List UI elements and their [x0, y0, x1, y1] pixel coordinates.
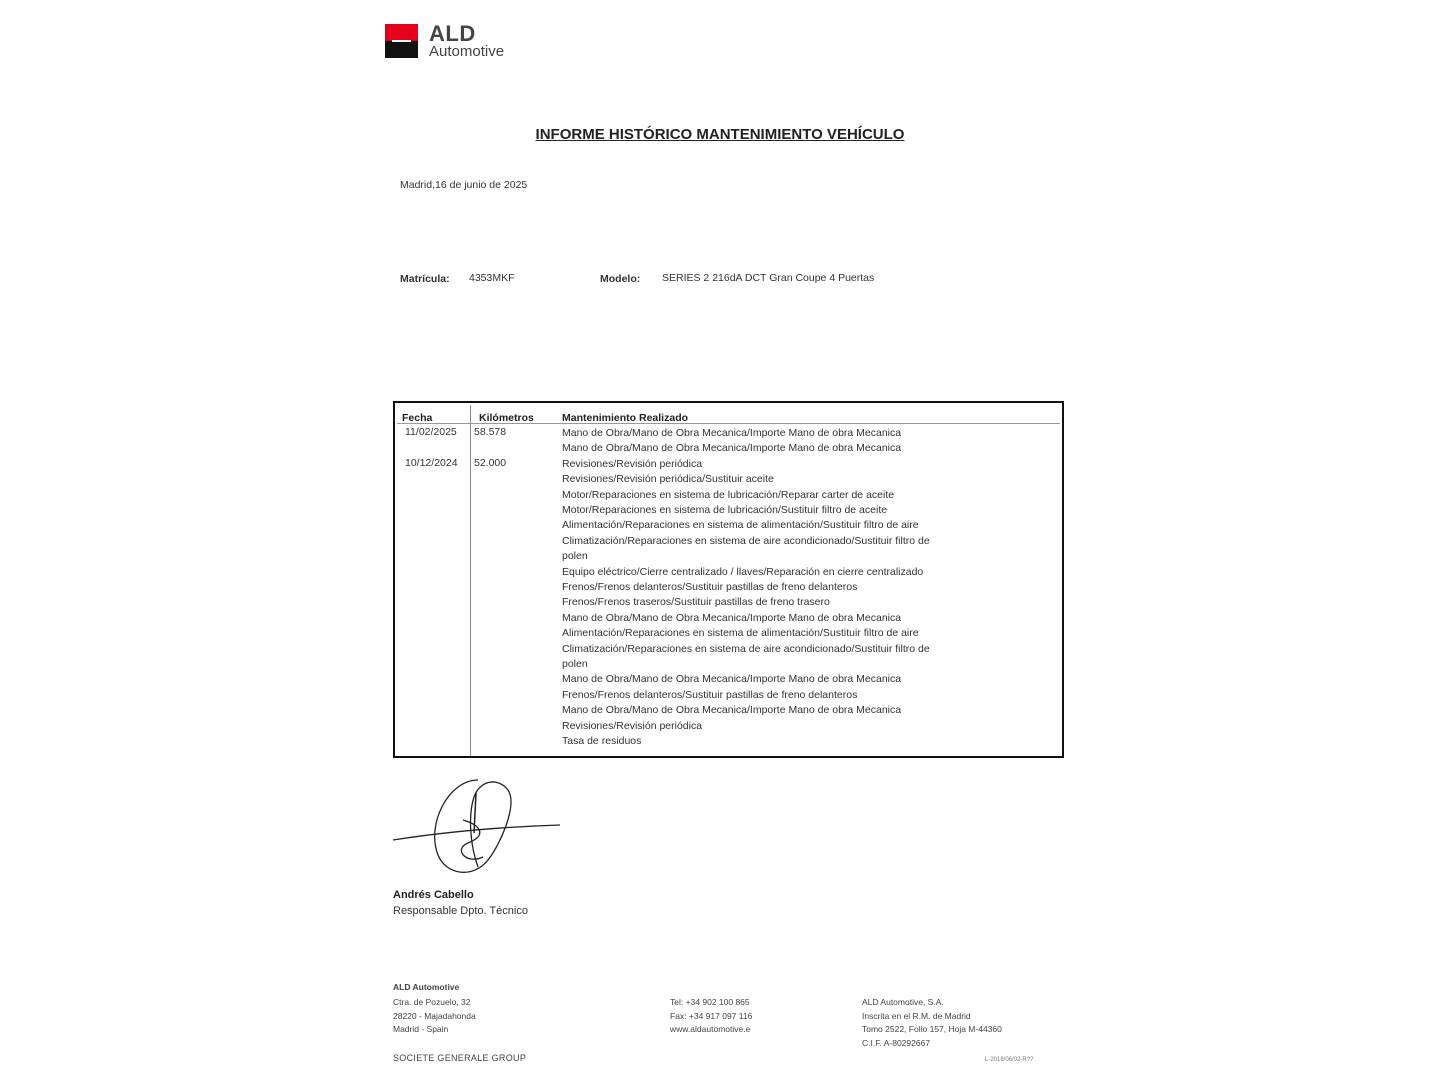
signer-name: Andrés Cabello — [393, 889, 474, 901]
maintenance-line: Frenos/Frenos delanteros/Sustituir pastillas de freno delanteros — [562, 581, 858, 593]
signer-role: Responsable Dpto. Técnico — [393, 905, 528, 917]
document-title: INFORME HISTÓRICO MANTENIMIENTO VEHÍCULO — [535, 126, 905, 143]
maintenance-line: Revisiones/Revisión periódica/Sustituir aceite — [562, 473, 774, 486]
footer-legal-line: C.I.F. A-80292667 — [862, 1037, 931, 1048]
maintenance-line: Mano de Obra/Mano de Obra Mecanica/Importe Mano de obra Mecanica — [562, 611, 902, 624]
maintenance-line: Alimentación/Reparaciones en sistema de alimentación/Sustituir filtro de aire — [562, 627, 919, 640]
maintenance-line: Mano de Obra/Mano de Obra Mecanica/Importe Mano de obra Mecanica — [562, 704, 902, 717]
logo-subtext: Automotive — [429, 43, 505, 60]
footer-company: ALD Automotive — [393, 982, 460, 992]
maintenance-line: Motor/Reparaciones en sistema de lubricación/Reparar carter de aceite — [562, 488, 895, 501]
footer-legal-line: Tomo 2522, Folio 157, Hoja M-44360 — [862, 1024, 1002, 1034]
footer-legal-line: Inscrita en el R.M. de Madrid — [862, 1010, 971, 1021]
plate-label: Matrícula: — [400, 273, 450, 285]
header-kilometros: Kilómetros — [479, 412, 534, 424]
footer-address-line: 28220 - Majadahonda — [393, 1010, 476, 1021]
maintenance-line: Equipo eléctrico/Cierre centralizado / llaves/Reparación en cierre centralizado — [562, 565, 924, 578]
maintenance-line: Tasa de residuos — [562, 735, 642, 747]
logo-mark-icon — [385, 24, 418, 58]
model-value: SERIES 2 216dA DCT Gran Coupe 4 Puertas — [662, 272, 875, 284]
maintenance-line: Mano de Obra/Mano de Obra Mecanica/Importe Mano de obra Mecanica — [562, 427, 902, 439]
maintenance-line: Motor/Reparaciones en sistema de lubricación/Sustituir filtro de aceite — [562, 504, 888, 516]
maintenance-line: Climatización/Reparaciones en sistema de aire acondicionado/Sustituir filtro de — [562, 534, 930, 547]
header-mantenimiento: Mantenimiento Realizado — [562, 412, 689, 424]
maintenance-table — [393, 401, 1064, 758]
footer-reference: L-2018/06/02-R?? — [985, 1057, 1034, 1063]
footer-phone: Tel: +34 902 100 865 — [670, 997, 750, 1007]
entry-kilometros: 58.578 — [474, 426, 507, 438]
maintenance-line: Climatización/Reparaciones en sistema de aire acondicionado/Sustituir filtro de — [562, 642, 930, 655]
maintenance-line: Revisiones/Revisión periódica — [562, 719, 703, 732]
signature-image — [388, 775, 563, 885]
model-label: Modelo: — [600, 273, 641, 285]
footer-address-line: Ctra. de Pozuelo, 32 — [393, 997, 471, 1007]
logo-text: ALD — [429, 21, 476, 46]
maintenance-line: Revisiones/Revisión periódica — [562, 457, 703, 470]
footer-contact — [670, 996, 752, 1037]
footer-address-line: Madrid - Spain — [393, 1024, 449, 1034]
footer-fax: Fax: +34 917 097 116 — [670, 1010, 753, 1021]
maintenance-line: Frenos/Frenos delanteros/Sustituir pastillas de freno delanteros — [562, 688, 858, 701]
date-line: Madrid,16 de junio de 2025 — [400, 179, 528, 191]
footer-legal-line: ALD Automotive, S.A. — [862, 997, 944, 1007]
footer-website: www.aldautomotive.e — [670, 1024, 751, 1034]
header-fecha: Fecha — [402, 412, 433, 424]
footer-group: SOCIETE GENERALE GROUP — [393, 1053, 527, 1063]
maintenance-line: polen — [562, 550, 588, 563]
maintenance-line: polen — [562, 658, 588, 670]
plate-value: 4353MKF — [469, 272, 515, 284]
footer-legal — [862, 996, 1002, 1050]
entry-fecha: 11/02/2025 — [405, 426, 457, 438]
footer-address — [393, 996, 476, 1037]
maintenance-line: Alimentación/Reparaciones en sistema de alimentación/Sustituir filtro de aire — [562, 519, 919, 532]
maintenance-line: Frenos/Frenos traseros/Sustituir pastillas de freno trasero — [562, 596, 830, 609]
column-divider — [470, 405, 471, 756]
entry-fecha: 10/12/2024 — [405, 456, 458, 469]
maintenance-line: Mano de Obra/Mano de Obra Mecanica/Importe Mano de obra Mecanica — [562, 673, 902, 686]
entry-kilometros: 52.000 — [474, 456, 507, 469]
maintenance-line: Mano de Obra/Mano de Obra Mecanica/Importe Mano de obra Mecanica — [562, 442, 902, 455]
